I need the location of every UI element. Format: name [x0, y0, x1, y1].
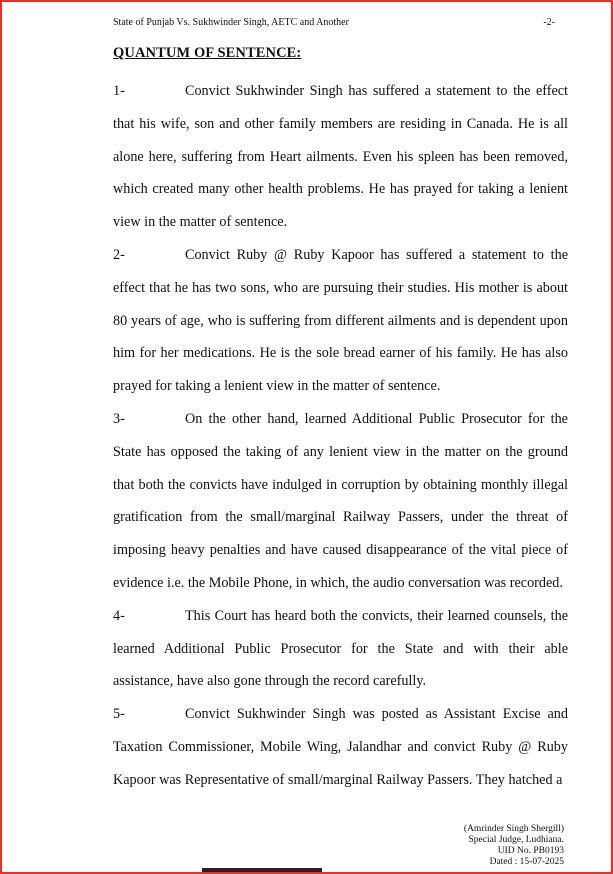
paragraph-text: Convict Sukhwinder Singh has suffered a statement to the effect that his wife, son and other family members are residing in Canada. He is all alone here, suffering from Heart ailments. Even his spleen has been removed, which created many other health problems. He has prayed for taking a lenient view in the matter of sentence.: [113, 83, 568, 231]
paragraph-2: [113, 239, 568, 403]
page-number: -2-: [543, 17, 555, 28]
section-title: QUANTUM OF SENTENCE:: [113, 45, 302, 61]
paragraph-number: 1-: [113, 83, 125, 99]
case-title: State of Punjab Vs. Sukhwinder Singh, AETC and Another: [113, 17, 349, 28]
judge-designation: Special Judge, Ludhiana.: [468, 835, 564, 845]
paragraph-3: [113, 403, 568, 600]
paragraph-text: On the other hand, learned Additional Public Prosecutor for the State has opposed the taking of any lenient view in the matter on the ground that both the convicts have indulged in corruption by obtaining monthly illegal gratification from the small/marginal Railway Passers, under the threat of imposing heavy penalties and have caused disappearance of the vital piece of evidence i.e. the Mobile Phone, in which, the audio conversation was recorded.: [113, 410, 568, 591]
judge-name: (Amrinder Singh Shergill): [463, 824, 564, 834]
paragraph-1: [113, 75, 568, 239]
paragraph-number: 2-: [113, 246, 125, 263]
paragraph-number: 5-: [113, 706, 125, 723]
paragraph-text: This Court has heard both the convicts, their learned counsels, the learned Additional Public Prosecutor for the State and with their able assistance, have also gone through the record carefully.: [113, 607, 568, 690]
judgment-date: Dated : 15-07-2025: [489, 857, 564, 867]
judgment-body: [113, 75, 568, 797]
judge-uid: UID No. PB0193: [497, 846, 564, 856]
paragraph-text: Convict Sukhwinder Singh was posted as Assistant Excise and Taxation Commissioner, Mobile Wing, Jalandhar and convict Ruby @ Ruby Kapoor was Representative of small/marginal Railway Passers. They hatched a: [113, 706, 568, 788]
paragraph-4: [113, 600, 568, 698]
paragraph-number: 4-: [113, 607, 125, 624]
page-bottom-rule: [202, 868, 322, 872]
paragraph-number: 3-: [113, 410, 125, 427]
paragraph-text: Convict Ruby @ Ruby Kapoor has suffered a statement to the effect that he has two sons, who are pursuing their studies. His mother is about 80 years of age, who is suffering from different ailments and is dependent upon him for her medications. He is the sole bread earner of his family. He has also prayed for taking a lenient view in the matter of sentence.: [113, 246, 568, 395]
judge-signature-block: [464, 824, 564, 868]
paragraph-5: [113, 698, 568, 796]
